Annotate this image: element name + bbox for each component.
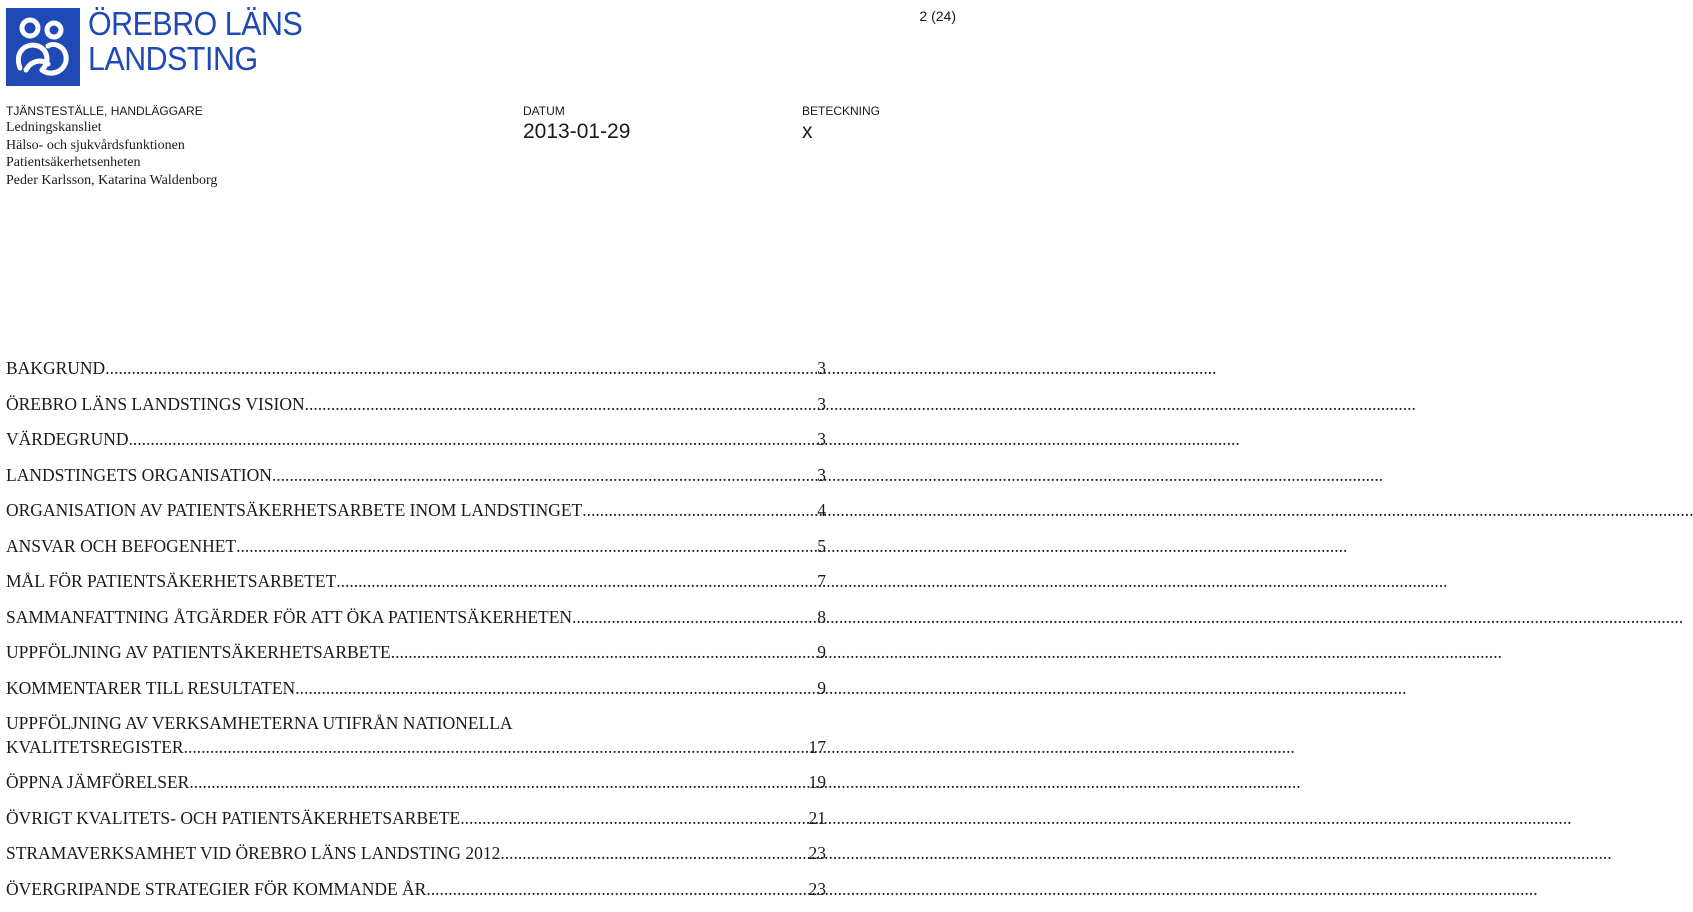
date-label: DATUM: [523, 104, 565, 118]
toc-entry-title: ORGANISATION AV PATIENTSÄKERHETSARBETE INOM LANDSTINGET: [6, 498, 582, 522]
toc-entry[interactable]: [6, 841, 826, 877]
toc-entry[interactable]: [6, 806, 826, 842]
toc-entry-page: 3: [815, 392, 826, 416]
org-name-line2: LANDSTING: [88, 41, 302, 76]
toc-entry-title: BAKGRUND: [6, 356, 105, 380]
toc-entry-page: 23: [807, 877, 827, 901]
toc-entry-page: 9: [815, 676, 826, 700]
designation-value: x: [802, 120, 813, 144]
toc-entry-title: ÖVERGRIPANDE STRATEGIER FÖR KOMMANDE ÅR: [6, 877, 426, 901]
toc-leader: [336, 569, 815, 593]
toc-entry-title: MÅL FÖR PATIENTSÄKERHETSARBETET: [6, 569, 336, 593]
toc-entry-page: 9: [815, 640, 826, 664]
toc-entry[interactable]: [6, 770, 826, 806]
toc-entry[interactable]: [6, 427, 826, 463]
toc-leader: [572, 605, 815, 629]
toc-entry[interactable]: [6, 463, 826, 499]
toc-entry-title: ÖPPNA JÄMFÖRELSER: [6, 770, 189, 794]
toc-entry-page: 4: [815, 498, 826, 522]
toc-entry-page: 5: [815, 534, 826, 558]
toc-entry-page: 3: [815, 356, 826, 380]
toc-entry-title: UPPFÖLJNING AV VERKSAMHETERNA UTIFRÅN NATIONELLA: [6, 711, 826, 735]
toc-leader: [184, 735, 807, 759]
toc-entry[interactable]: [6, 676, 826, 712]
org-name-line1: ÖREBRO LÄNS: [88, 6, 302, 41]
toc-entry-page: 8: [815, 605, 826, 629]
toc-entry-title: STRAMAVERKSAMHET VID ÖREBRO LÄNS LANDSTING 2012: [6, 841, 500, 865]
toc-leader: [295, 676, 815, 700]
unit-line: Hälso- och sjukvårdsfunktionen: [6, 137, 217, 155]
toc-leader: [582, 498, 815, 522]
toc-entry-page: 19: [807, 770, 827, 794]
unit-line: Peder Karlsson, Katarina Waldenborg: [6, 172, 217, 190]
toc-entry-page: 23: [807, 841, 827, 865]
toc-entry-page: 21: [807, 806, 827, 830]
toc-entry[interactable]: [6, 569, 826, 605]
unit-line: Patientsäkerhetsenheten: [6, 154, 217, 172]
page-number: 2 (24): [919, 8, 956, 24]
toc-leader: [305, 392, 816, 416]
toc-entry[interactable]: [6, 356, 826, 392]
logo-emblem: [6, 8, 80, 86]
toc-entry-title-continued: KVALITETSREGISTER: [6, 735, 184, 759]
toc-entry-page: 3: [815, 427, 826, 451]
unit-label: TJÄNSTESTÄLLE, HANDLÄGGARE: [6, 104, 203, 118]
toc-leader: [391, 640, 816, 664]
toc-entry[interactable]: [6, 392, 826, 428]
toc-leader: [460, 806, 806, 830]
organization-wordmark: [88, 6, 302, 76]
toc-entry-title: KOMMENTARER TILL RESULTATEN: [6, 676, 295, 700]
unit-line: Ledningskansliet: [6, 119, 217, 137]
toc-leader: [500, 841, 806, 865]
toc-entry-title: LANDSTINGETS ORGANISATION: [6, 463, 272, 487]
toc-entry-title: ÖVRIGT KVALITETS- OCH PATIENTSÄKERHETSARBETE: [6, 806, 460, 830]
toc-leader: [105, 356, 815, 380]
designation-label: BETECKNING: [802, 104, 880, 118]
toc-entry-title: UPPFÖLJNING AV PATIENTSÄKERHETSARBETE: [6, 640, 391, 664]
toc-entry-page: 7: [815, 569, 826, 593]
toc-leader: [272, 463, 815, 487]
toc-leader: [189, 770, 806, 794]
toc-leader: [236, 534, 815, 558]
toc-entry[interactable]: [6, 711, 826, 770]
toc-entry-title: SAMMANFATTNING ÅTGÄRDER FÖR ATT ÖKA PATIENTSÄKERHETEN: [6, 605, 572, 629]
toc-entry[interactable]: [6, 877, 826, 912]
toc-entry-title: ANSVAR OCH BEFOGENHET: [6, 534, 236, 558]
toc-entry-page: 3: [815, 463, 826, 487]
table-of-contents: [6, 356, 826, 912]
toc-leader: [426, 877, 806, 901]
unit-details: [6, 119, 217, 189]
toc-entry[interactable]: [6, 534, 826, 570]
toc-entry[interactable]: [6, 498, 826, 534]
date-value: 2013-01-29: [523, 120, 630, 144]
toc-entry-title: ÖREBRO LÄNS LANDSTINGS VISION: [6, 392, 305, 416]
toc-entry[interactable]: [6, 605, 826, 641]
toc-entry-page: 17: [807, 735, 827, 759]
toc-leader: [129, 427, 816, 451]
family-emblem-icon: [6, 8, 80, 86]
toc-entry-title: VÄRDEGRUND: [6, 427, 129, 451]
toc-entry[interactable]: [6, 640, 826, 676]
